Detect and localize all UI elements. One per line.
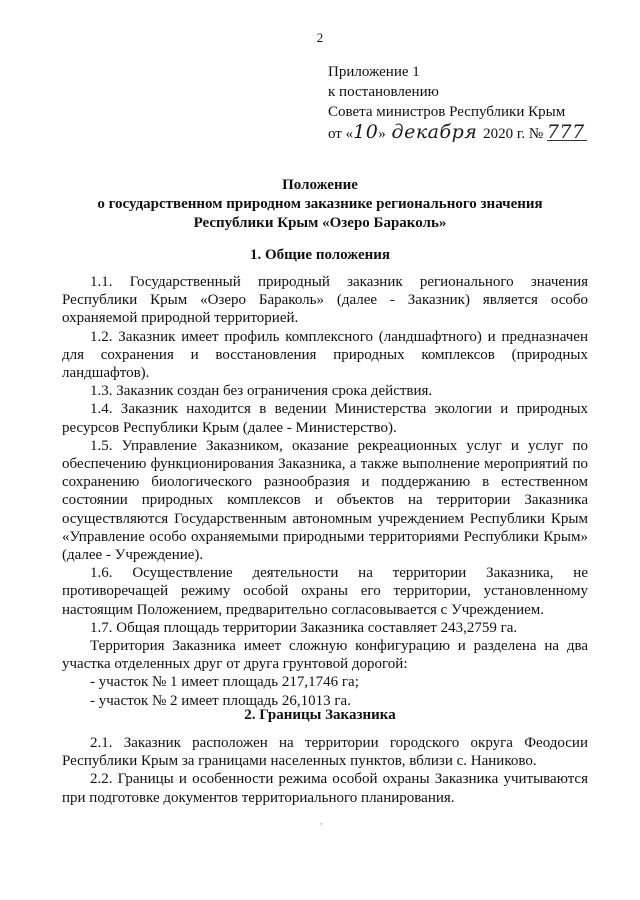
handwritten-month: декабря (391, 121, 478, 143)
scan-speck: ˇ (320, 822, 323, 831)
paragraph-1-1: 1.1. Государственный природный заказник регионального значения Республики Крым «Озеро Бараколь» (далее - Заказник) является особо охраняемой природной территорией. (62, 274, 588, 327)
date-close: » (378, 126, 386, 142)
title-line-1: Положение (282, 177, 358, 193)
paragraph-2-2: 2.2. Границы и особенности режима особой охраны Заказника учитываются при подготовке документов территориального планирования. (62, 771, 588, 806)
paragraph-2-1: 2.1. Заказник расположен на территории городского округа Феодосии Республики Крым за границами населенных пунктов, вблизи с. Наниково. (62, 735, 588, 770)
paragraph-1-5: 1.5. Управление Заказником, оказание рекреационных услуг и услуг по обеспечению функционирования Заказника, а также выполнение мероприятий по сохранению биологического разнообразия и поддержанию в естественном состоянии природных комплексов и объектов на территории Заказника осуществляются Государственным автономным учреждением Республики Крым «Управление особо охраняемыми природными территориями Республики Крым» (далее - Учреждение). (62, 437, 588, 564)
appendix-line-3: Совета министров Республики Крым (328, 104, 566, 120)
section-2-body (62, 734, 588, 807)
section-1-body (62, 273, 588, 710)
appendix-line-1: Приложение 1 (328, 64, 420, 80)
paragraph-1-6: 1.6. Осуществление деятельности на территории Заказника, не противоречащей режиму особой охраны его территории, установленному настоящим Положением, предварительно согласовывается с Учреждением. (62, 565, 588, 618)
appendix-date-line (328, 122, 587, 144)
paragraph-1-2: 1.2. Заказник имеет профиль комплексного (ландшафтного) и предназначен для сохранения и восстановления природных комплексов (природных ландшафтов). (62, 328, 588, 382)
paragraph-1-3: 1.3. Заказник создан без ограничения срока действия. (90, 383, 433, 400)
handwritten-day: 10 (353, 121, 379, 143)
date-prefix: от « (328, 126, 354, 142)
title-line-2: о государственном природном заказнике регионального значения (97, 196, 543, 212)
year-text: 2020 г. № (483, 126, 544, 142)
paragraph-1-7: 1.7. Общая площадь территории Заказника составляет 243,2759 га. (90, 619, 518, 636)
title-line-3: Республики Крым «Озеро Бараколь» (193, 215, 447, 231)
document-title (0, 176, 640, 233)
appendix-line-2: к постановлению (328, 84, 439, 100)
paragraph-territory: Территория Заказника имеет сложную конфигурацию и разделена на два участка отделенных друг от друга грунтовой дорогой: (62, 638, 588, 673)
list-item-plot-1: - участок № 1 имеет площадь 217,1746 га; (90, 674, 359, 691)
section-2-heading: 2. Границы Заказника (244, 707, 396, 723)
handwritten-number: 777 (547, 124, 587, 141)
section-1-heading: 1. Общие положения (249, 247, 391, 263)
list-item-plot-2: - участок № 2 имеет площадь 26,1013 га. (90, 692, 351, 709)
appendix-block (328, 62, 587, 144)
page-number: 2 (316, 30, 324, 45)
paragraph-1-4: 1.4. Заказник находится в ведении Министерства экологии и природных ресурсов Республики Крым (далее - Министерство). (62, 401, 588, 436)
